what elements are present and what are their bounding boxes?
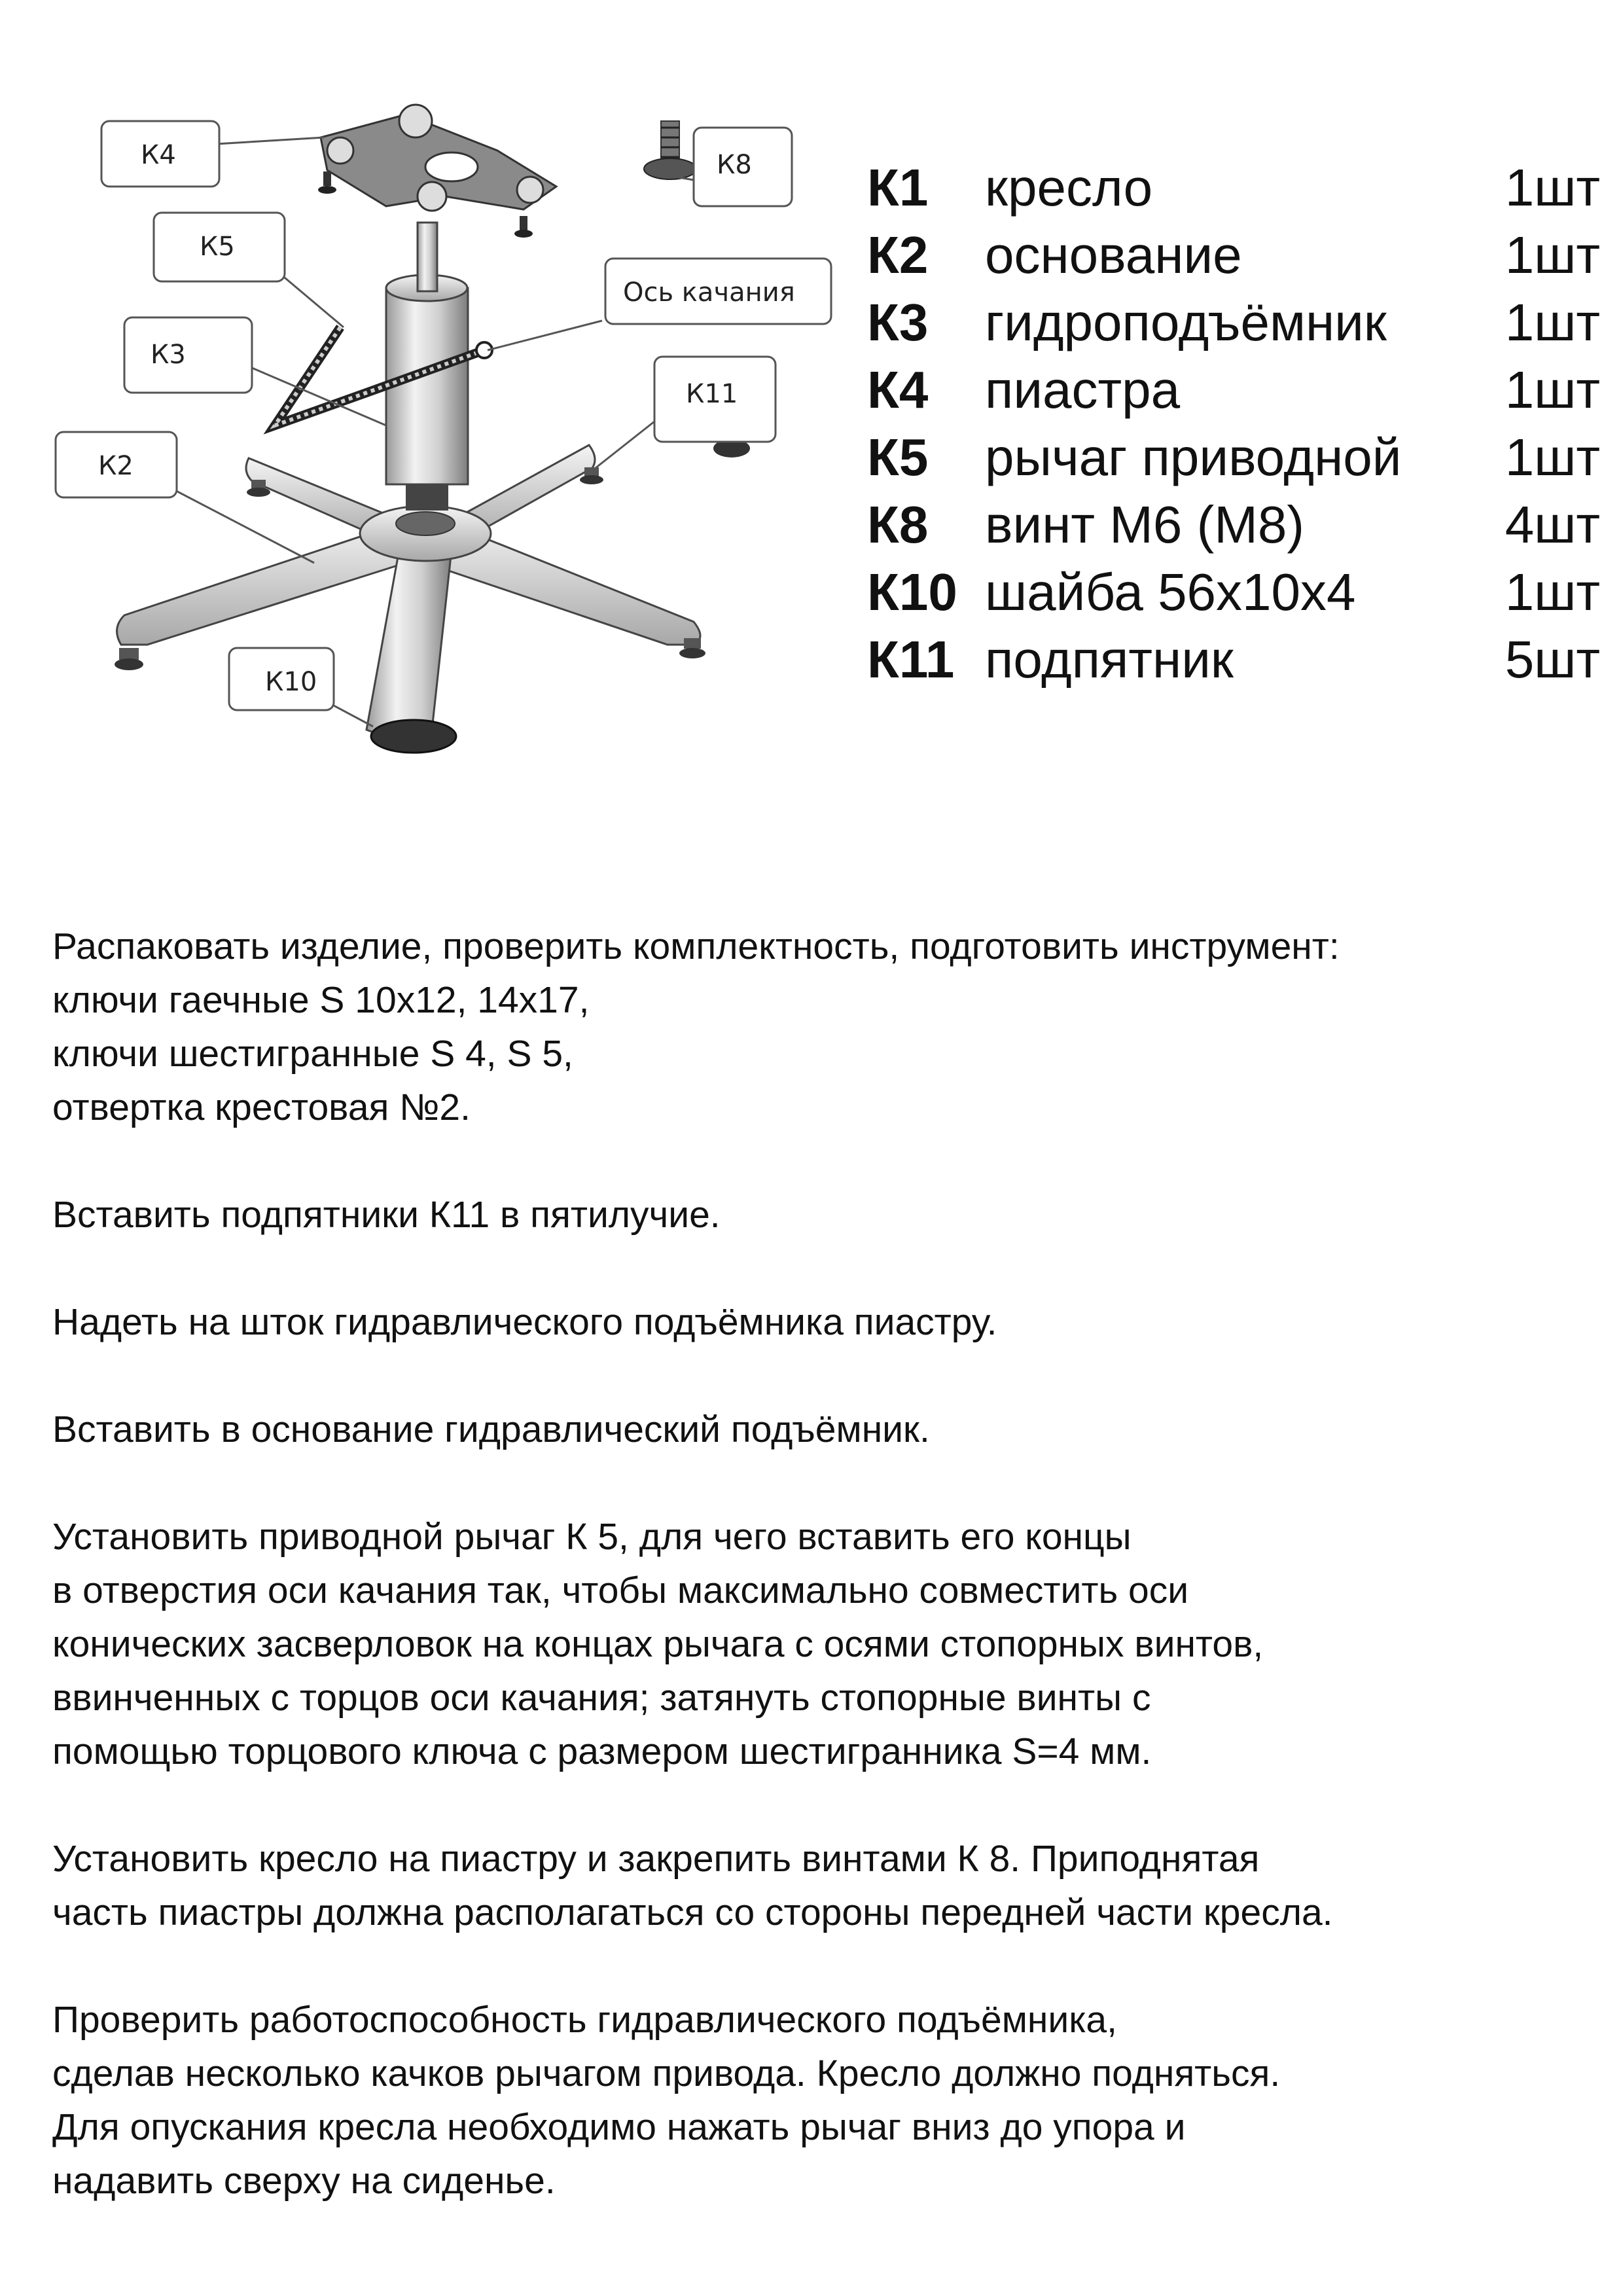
part-code: К3 — [867, 293, 929, 351]
part-name: основание — [985, 226, 1242, 284]
callout-k10-label: К10 — [265, 667, 317, 697]
part-row — [867, 356, 1600, 423]
part-name: пиастра — [985, 361, 1181, 419]
instruction-paragraph — [52, 1510, 1584, 1778]
part-name: подпятник — [985, 630, 1234, 689]
part-row — [867, 154, 1600, 221]
part-qty: 1шт — [1505, 563, 1600, 621]
part-code: К10 — [867, 563, 957, 621]
instruction-line: Установить приводной рычаг К 5, для чего вставить его концы — [52, 1516, 1132, 1558]
callout-k4-label: К4 — [141, 140, 176, 170]
instruction-line: Вставить в основание гидравлический подъёмник. — [52, 1408, 930, 1450]
instruction-line: надавить сверху на сиденье. — [52, 2160, 556, 2202]
instruction-line: Для опускания кресла необходимо нажать рычаг вниз до упора и — [52, 2106, 1186, 2148]
washer — [371, 720, 456, 753]
callout-k5-label: К5 — [200, 232, 235, 262]
instruction-line: ключи шестигранные S 4, S 5, — [52, 1033, 573, 1075]
part-qty: 4шт — [1505, 495, 1600, 554]
instruction-paragraph — [52, 920, 1584, 1134]
parts-list — [867, 154, 1600, 693]
instruction-line: часть пиастры должна располагаться со стороны передней части кресла. — [52, 1892, 1333, 1933]
part-name: кресло — [985, 158, 1153, 217]
part-row — [867, 221, 1600, 289]
instruction-line: Вставить подпятники К11 в пятилучие. — [52, 1194, 721, 1236]
part-qty: 1шт — [1505, 293, 1600, 351]
callout-k11-label: К11 — [686, 379, 738, 409]
instruction-line: Распаковать изделие, проверить комплектность, подготовить инструмент: — [52, 925, 1340, 967]
part-qty: 1шт — [1505, 361, 1600, 419]
callout-axis-label: Ось качания — [623, 278, 795, 308]
part-code: К11 — [867, 630, 955, 689]
instruction-line: Установить кресло на пиастру и закрепить винтами К 8. Приподнятая — [52, 1838, 1260, 1880]
instruction-line: ключи гаечные S 10х12, 14х17, — [52, 979, 590, 1021]
callout-k8-label: К8 — [717, 150, 752, 180]
part-row — [867, 558, 1600, 626]
callout-k3-label: К3 — [151, 340, 186, 370]
part-code: К8 — [867, 495, 929, 554]
part-code: К1 — [867, 158, 929, 217]
mounting-plate — [321, 105, 556, 211]
part-row — [867, 289, 1600, 356]
part-row — [867, 626, 1600, 693]
part-code: К4 — [867, 361, 929, 419]
part-code: К2 — [867, 226, 929, 284]
instruction-line: ввинченных с торцов оси качания; затянуть стопорные винты с — [52, 1677, 1151, 1719]
part-qty: 1шт — [1505, 428, 1600, 486]
assembly-instructions — [52, 920, 1584, 2261]
callout-k5 — [154, 213, 344, 327]
callout-k2 — [56, 432, 314, 563]
part-row — [867, 491, 1600, 558]
instruction-paragraph — [52, 1993, 1584, 2208]
instruction-line: отвертка крестовая №2. — [52, 1086, 471, 1128]
instruction-paragraph — [52, 1188, 1584, 1242]
part-name: рычаг приводной — [985, 428, 1402, 486]
part-qty: 1шт — [1505, 158, 1600, 217]
instruction-line: помощью торцового ключа с размером шестигранника S=4 мм. — [52, 1731, 1152, 1772]
part-qty: 1шт — [1505, 226, 1600, 284]
part-code: К5 — [867, 428, 929, 486]
callout-k4 — [101, 121, 324, 187]
callout-axis — [488, 259, 831, 350]
screw — [644, 121, 696, 179]
part-qty: 5шт — [1505, 630, 1600, 689]
instruction-line: сделав несколько качков рычагом привода. Кресло должно подняться. — [52, 2053, 1281, 2094]
instruction-paragraph — [52, 1403, 1584, 1456]
instruction-line: Надеть на шток гидравлического подъёмника пиастру. — [52, 1301, 997, 1343]
part-name: гидроподъёмник — [985, 293, 1387, 351]
instruction-line: конических засверловок на концах рычага с осями стопорных винтов, — [52, 1623, 1264, 1665]
part-row — [867, 423, 1600, 491]
instruction-paragraph — [52, 1295, 1584, 1349]
part-name: шайба 56х10х4 — [985, 563, 1356, 621]
callout-k10 — [229, 648, 373, 726]
callout-k2-label: К2 — [98, 451, 134, 481]
part-name: винт М6 (М8) — [985, 495, 1305, 554]
callout-k3 — [124, 317, 386, 425]
instruction-line: в отверстия оси качания так, чтобы максимально совместить оси — [52, 1570, 1189, 1611]
instruction-paragraph — [52, 1832, 1584, 1939]
assembly-diagram — [0, 0, 851, 851]
instruction-line: Проверить работоспособность гидравлического подъёмника, — [52, 1999, 1117, 2041]
